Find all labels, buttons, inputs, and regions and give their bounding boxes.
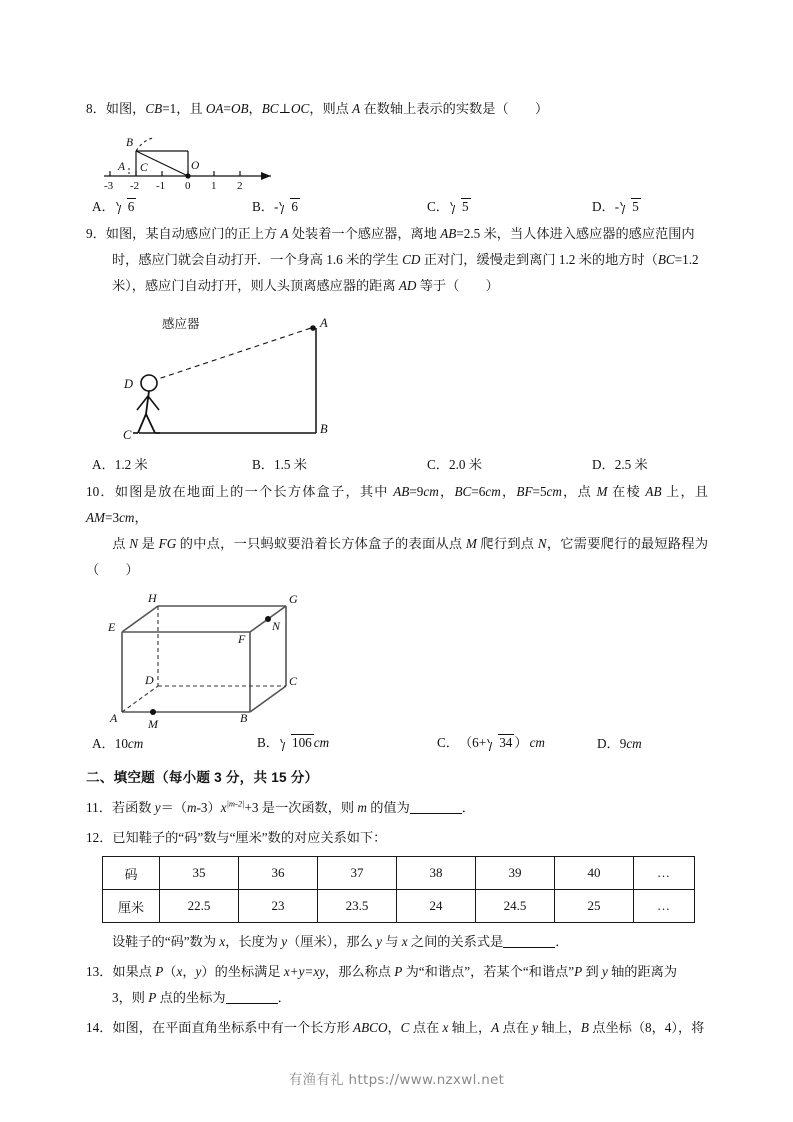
q10-line2-a: 点 [112,535,130,551]
table-cell: 24.5 [476,890,555,923]
q14-f: 轴上， [538,1019,581,1035]
table-cell-ellipsis: … [634,857,695,890]
q14-point-c: C [400,1019,410,1035]
q9-line3-b: 等于（ ） [416,277,499,293]
q8-tail: 在数轴上表示的实数是（ ） [360,101,549,116]
q8-given-bc: BC [261,101,279,116]
svg-text:1: 1 [211,179,217,192]
q11-answer-blank[interactable] [410,801,462,814]
q8-perp-symbol: ⊥ [278,101,291,116]
q10-option-a[interactable] [92,733,257,752]
q9-option-b-key: B． [252,457,274,473]
q14-b: ， [387,1019,401,1035]
q9-option-d-value: 2.5 米 [614,457,648,473]
q8-number-line-figure [86,126,708,192]
page-content [86,96,708,1044]
q8-option-d-sign: - [614,198,620,214]
q13-x: x [176,964,183,980]
q8-option-b-sqrt: 6 [279,198,300,216]
q14-e: 点在 [499,1019,533,1035]
table-cell: 25 [555,890,634,923]
q13-line2-a: 3，则 [112,989,149,1005]
q12-answer-blank[interactable] [503,935,555,948]
q12-after-end: ． [555,934,569,950]
table-cell: 39 [476,857,555,890]
q13-a: 如果点 [112,964,156,980]
q8-options [92,196,708,216]
q8-eq1: =1，且 [162,101,206,116]
table-cell: 35 [160,857,239,890]
q13-g: 到 [582,964,602,980]
q10-seg-fg: FG [158,535,177,551]
q10-option-b-sqrt: 106 [280,734,314,752]
q10-option-c-unit: cm [529,735,545,751]
q9-sensor-door-figure [86,302,708,450]
svg-text:O: O [191,159,200,172]
q14-g: 点坐标（8，4），将 [588,1019,705,1035]
q8-eq3: ， [248,101,262,116]
q10-point-n: N [129,535,139,551]
q8-given-oa: OA [205,101,224,116]
q12-number: 12． [86,829,113,845]
q10-line1-d: =6 [471,484,486,500]
q13-answer-blank[interactable] [226,991,278,1004]
q9-line2-c: =1.2 [674,251,699,267]
q14-x-axis: x [442,1019,449,1035]
question-12-followup [86,929,708,955]
question-13 [86,959,708,1010]
table-row [103,857,695,890]
q10-line1-i: 上，且 [661,484,709,500]
q9-seg-ab: AB [440,226,457,242]
q10-line1-j: =3 [105,510,120,526]
svg-text:-3: -3 [104,179,114,192]
q8-option-b-key: B． [252,198,274,214]
q10-option-b-unit: cm [313,735,330,751]
question-8 [86,96,708,122]
q13-p3: P [574,964,583,980]
svg-text:C: C [140,161,148,174]
q9-option-a-key: A． [92,457,115,473]
q11-x: x [220,799,227,815]
q8-option-c-key: C． [427,198,449,214]
svg-text:D: D [145,673,154,688]
q10-point-m: M [596,484,608,500]
q10-box-figure [86,586,708,731]
q10-seg-bf: BF [516,484,533,500]
question-10 [86,479,708,582]
q10-option-c[interactable] [437,732,597,752]
q10-edge-ab: AB [645,484,662,500]
q8-given-ob: OB [230,101,249,116]
q12-x: x [219,934,226,950]
q9-line1-c: =2.5 米，当人体进入感应器的感应范围内 [456,226,695,242]
q10-option-c-key: C． [437,735,459,751]
q10-cm-1: cm [423,484,439,500]
q10-option-a-unit: cm [127,735,144,751]
svg-text:-1: -1 [156,179,166,192]
q10-seg-ab: AB [393,484,410,500]
q10-line2-e: ，它需要爬行的最短路程为（ ） [86,535,709,577]
q8-given-cb: CB [145,101,163,116]
q10-option-d-key: D． [597,735,620,751]
q9-option-b[interactable] [252,454,427,473]
q9-options [92,454,708,473]
q13-h: 轴的距离为 [607,964,678,980]
q8-option-d[interactable] [592,196,641,216]
svg-text:2: 2 [237,179,243,192]
table-cell: 23.5 [318,890,397,923]
q12-after-d: 与 [381,934,402,950]
q14-a: 如图，在平面直角坐标系中有一个长方形 [112,1019,354,1035]
q8-text-before: 如图， [105,101,146,116]
q10-line1-a: 如图是放在地面上的一个长方体盒子，其中 [114,484,394,500]
table-header-limi: 厘米 [103,890,160,923]
table-header-ma: 码 [103,857,160,890]
q12-y: y [281,934,288,950]
q10-line1-k: ， [134,510,148,526]
table-cell: 22.5 [160,890,239,923]
q11-end: ． [461,799,475,815]
q10-seg-bc: BC [454,484,472,500]
section-heading-fill-blanks: 二、填空题（每小题 3 分，共 15 分） [86,769,319,785]
q10-option-c-sqrt: 34 [487,734,514,752]
q8-option-c[interactable] [427,196,592,216]
svg-text:B: B [126,136,134,149]
question-12 [86,825,708,851]
q12-after-b: ，长度为 [225,934,282,950]
q10-line1-g: ，点 [561,484,597,500]
q11-number: 11． [86,799,112,815]
q9-seg-cd: CD [402,251,421,267]
q10-line2-b: 是 [138,535,159,551]
q10-point-m2: M [465,535,477,551]
q9-option-c[interactable] [427,454,592,473]
q10-cm-3: cm [546,484,562,500]
svg-text:C: C [289,674,298,689]
q8-option-d-sqrt: 5 [620,198,641,216]
q10-line1-b: =9 [409,484,424,500]
q14-c: 点在 [409,1019,443,1035]
svg-text:B: B [320,422,328,437]
q10-option-c-prefix: （6+ [458,735,487,751]
q13-line2-b: 点的坐标为 [156,989,226,1005]
q13-f: 为“和谐点”，若某个“和谐点” [402,964,575,980]
q10-option-a-value: 10 [114,735,128,751]
q8-option-c-sqrt: 5 [450,198,471,216]
q9-line2-b: 正对门，缓慢走到离门 1.2 米的地方时（ [420,251,658,267]
table-row [103,890,695,923]
q13-c: ， [182,964,196,980]
q9-point-a: A [280,226,289,242]
svg-text:0: 0 [185,179,191,192]
svg-text:F: F [238,632,246,647]
q10-options [92,732,708,752]
table-cell: 40 [555,857,634,890]
q13-y2: y [601,964,608,980]
q8-option-a-key: A． [92,198,115,214]
q13-y: y [195,964,202,980]
q10-option-d-value: 9 [619,735,627,751]
q11-c: -3） [196,799,221,815]
q10-option-b[interactable] [257,732,437,752]
q10-line2-d: 爬行到点 [476,535,538,551]
svg-text:A: A [110,711,118,726]
q11-b: ＝（ [160,799,187,815]
q10-line1-f: =5 [532,484,547,500]
svg-text:M: M [148,717,158,731]
q10-cm-4: cm [119,510,135,526]
q8-given-oc: OC [290,101,310,116]
q11-exponent: |m-2| [226,798,245,809]
q14-point-b: B [580,1019,589,1035]
q13-p: P [155,964,164,980]
q10-cm-2: cm [485,484,501,500]
svg-text:C: C [123,428,132,443]
watermark: 有渔有礼 https://www.nzxwl.net [288,1072,505,1088]
q10-line1-e: ， [500,484,517,500]
q8-eq2: = [223,101,231,116]
table-cell: 38 [397,857,476,890]
q9-option-c-value: 2.0 米 [448,457,482,473]
svg-text:G: G [289,592,298,607]
svg-text:N: N [272,619,281,634]
svg-text:D: D [124,377,134,392]
q13-line2-p: P [148,989,157,1005]
q10-option-a-key: A． [92,735,115,751]
q12-x2: x [401,934,408,950]
q8-option-a-sqrt: 6 [116,198,137,216]
q14-point-a: A [491,1019,500,1035]
question-14 [86,1015,708,1041]
q9-option-a[interactable] [92,454,252,473]
q10-point-n2: N [537,535,547,551]
q9-line1-b: 处装着一个感应器，离地 [288,226,441,242]
table-cell: 36 [239,857,318,890]
q9-number: 9． [86,226,106,242]
q14-y-axis: y [532,1019,539,1035]
q9-seg-bc: BC [657,251,675,267]
q10-line1-h: 在棱 [607,484,646,500]
q9-seg-ad: AD [398,277,417,293]
shoe-size-table [102,856,695,923]
q9-line3-a: 米），感应门自动打开，则人头顶离感应器的距离 [112,277,399,293]
table-cell-ellipsis: … [634,890,695,923]
q13-line2-end: ． [277,989,291,1005]
q8-option-b[interactable] [252,196,427,216]
q11-a: 若函数 [111,799,155,815]
table-cell: 24 [397,890,476,923]
q13-d: ）的坐标满足 [201,964,284,980]
q11-y: y [154,799,161,815]
q13-p2: P [394,964,403,980]
svg-text:H: H [148,591,157,606]
q12-after-e: 之间的关系式是 [407,934,504,950]
q9-option-a-value: 1.2 米 [114,457,148,473]
q14-rect-abco: ABCO [353,1019,388,1035]
q9-option-b-value: 1.5 米 [273,457,307,473]
svg-text:A: A [320,316,328,331]
question-11 [86,795,708,821]
table-cell: 37 [318,857,397,890]
q10-line1-c: ， [438,484,455,500]
q12-after-c: （厘米），那么 [287,934,377,950]
q10-option-b-key: B． [257,735,279,751]
svg-text:感应器: 感应器 [162,316,200,332]
q11-e: 的值为 [366,799,410,815]
svg-text:-2: -2 [130,179,140,192]
q14-number: 14． [86,1019,113,1035]
q10-option-d-unit: cm [626,735,642,751]
q12-y2: y [376,934,382,950]
svg-text:B: B [240,711,248,726]
q9-option-d-key: D． [592,457,615,473]
q10-line2-c: 的中点，一只蚂蚁要沿着长方体盒子的表面从点 [176,535,466,551]
q9-line2-a: 时，感应门就会自动打开．一个身高 1.6 米的学生 [112,251,403,267]
svg-text:A: A [118,160,126,173]
q10-seg-am: AM [86,510,106,526]
q13-b: （ [163,964,177,980]
q8-number: 8． [86,101,106,116]
q13-equation: x+y=xy [283,964,326,980]
q9-option-d[interactable] [592,454,648,473]
q8-text-after: ，则点 [309,101,353,116]
q11-m: m [186,799,197,815]
q8-option-d-key: D． [592,198,615,214]
q13-number: 13． [86,964,113,980]
q10-option-d[interactable] [597,733,642,752]
svg-text:E: E [108,620,116,635]
q9-option-c-key: C． [427,457,449,473]
q13-e: ，那么称点 [325,964,395,980]
q11-d: +3 是一次函数，则 [244,799,358,815]
q12-intro: 已知鞋子的“码”数与“厘米”数的对应关系如下： [112,829,387,845]
table-cell: 23 [239,890,318,923]
q8-point-a: A [352,101,361,116]
q11-m2: m [357,799,367,815]
q10-number: 10． [86,484,115,500]
q12-after-a: 设鞋子的“码”数为 [112,934,220,950]
q8-option-b-sign: - [273,198,279,214]
q14-d: 轴上， [448,1019,492,1035]
question-9 [86,221,708,298]
q10-option-c-suffix: ） [514,735,528,751]
q8-option-a[interactable] [92,196,252,216]
q9-line1-a: 如图，某自动感应门的正上方 [105,226,281,242]
